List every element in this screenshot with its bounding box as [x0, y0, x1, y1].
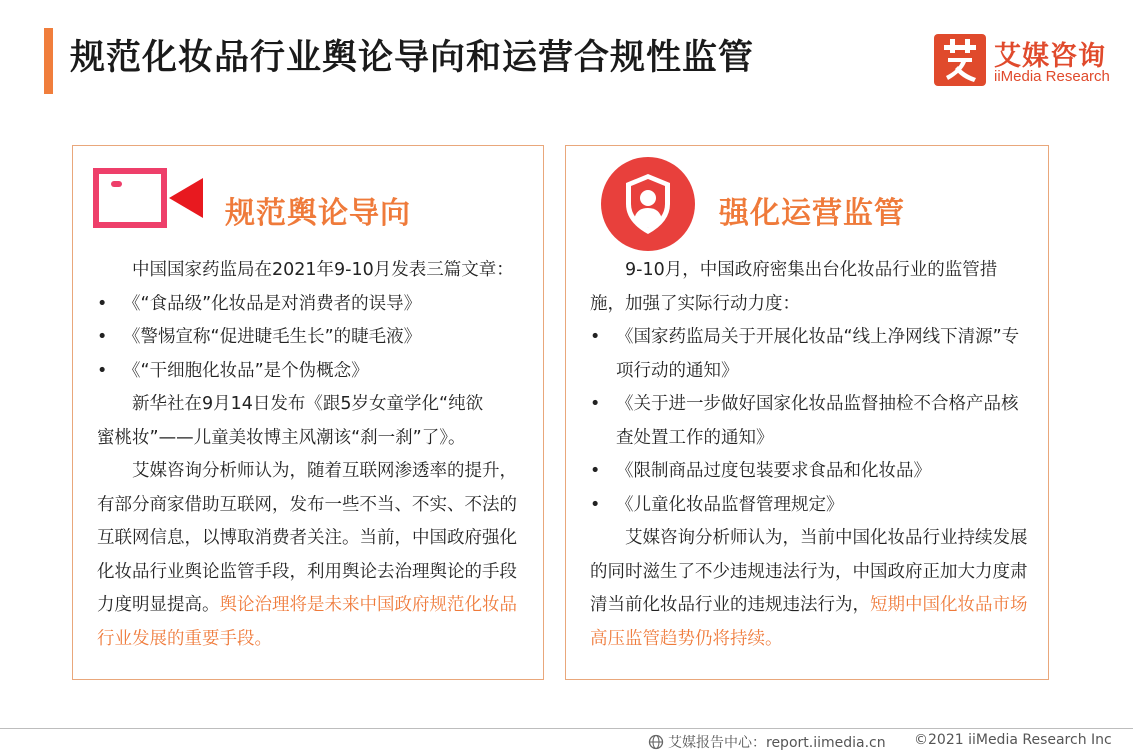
left-bullet: • 《“食品级”化妆品是对消费者的误导》	[97, 288, 527, 322]
bullet-dot: •	[97, 360, 108, 381]
right-bullet: • 《国家药监局关于开展化妆品“线上净网线下清源”专项行动的通知》	[590, 321, 1032, 388]
right-heading: 强化运营监管	[719, 196, 905, 231]
logo-mark	[934, 34, 986, 86]
video-camera-icon	[93, 168, 205, 234]
bullet-dot: •	[590, 394, 601, 414]
brand-name-en: iiMedia Research	[994, 68, 1110, 85]
user-shield-icon	[600, 156, 696, 256]
left-para2-line1: 新华社在9月14日发布《跟5岁女童学化“纯欲	[132, 394, 484, 414]
right-para: 艾媒咨询分析师认为，当前中国化妆品行业持续发展的同时滋生了不少违规违法行为，中国政府正加大力度肃清当前化妆品行业的违规违法行为，短期中国化妆品市场高压监管趋势仍将持续。	[590, 528, 1028, 649]
right-bullet: • 《限制商品过度包装要求食品和化妆品》	[590, 455, 1032, 489]
bullet-dot: •	[97, 293, 108, 314]
bullet-dot: •	[590, 494, 601, 515]
globe-icon	[648, 734, 664, 750]
footer-source[interactable]	[648, 732, 886, 752]
footer-copyright: ©2021 iiMedia Research Inc	[914, 732, 1112, 748]
bullet-dot: •	[590, 461, 601, 481]
left-panel	[72, 145, 544, 680]
footer-source-text: 艾媒报告中心：report.iimedia.cn	[668, 735, 886, 751]
left-bullet: • 《“干细胞化妆品”是个伪概念》	[97, 355, 527, 389]
left-para3: 艾媒咨询分析师认为，随着互联网渗透率的提升，有部分商家借助互联网，发布一些不当、不实、不法的互联网信息，以博取消费者关注。当前，中国政府强化化妆品行业舆论监管手段，利用舆论去治理舆论的手段力度明显提高。舆论治理将是未来中国政府规范化妆品行业发展的重要手段。	[97, 461, 517, 649]
left-intro: 中国国家药监局在2021年9-10月发表三篇文章：	[132, 260, 514, 280]
right-highlight: 短期中国化妆品市场高压监管趋势仍将持续。	[590, 595, 1028, 649]
right-panel	[565, 145, 1049, 680]
footer-divider	[0, 728, 1133, 729]
title-accent-bar	[44, 28, 53, 94]
left-bullet: • 《警惕宣称“促进睫毛生长”的睫毛液》	[97, 321, 527, 355]
bullet-dot: •	[97, 327, 108, 347]
right-intro: 9-10月，中国政府密集出台化妆品行业的监管措施，加强了实际行动力度：	[590, 260, 998, 314]
left-heading: 规范舆论导向	[225, 196, 411, 231]
left-para2-line2: 蜜桃妆”——儿童美妆博主风潮该“刹一刹”了》。	[97, 427, 466, 448]
left-highlight: 舆论治理将是未来中国政府规范化妆品行业发展的重要手段。	[97, 595, 517, 649]
page-title: 规范化妆品行业舆论导向和运营合规性监管	[70, 38, 755, 78]
bullet-dot: •	[590, 327, 601, 347]
left-body	[97, 254, 527, 656]
right-bullet: • 《儿童化妆品监督管理规定》	[590, 489, 1032, 523]
right-bullet: • 《关于进一步做好国家化妆品监督抽检不合格产品核查处置工作的通知》	[590, 388, 1032, 455]
brand-name-cn: 艾媒咨询	[994, 41, 1106, 72]
brand-logo	[934, 34, 1124, 90]
right-body	[590, 254, 1032, 656]
